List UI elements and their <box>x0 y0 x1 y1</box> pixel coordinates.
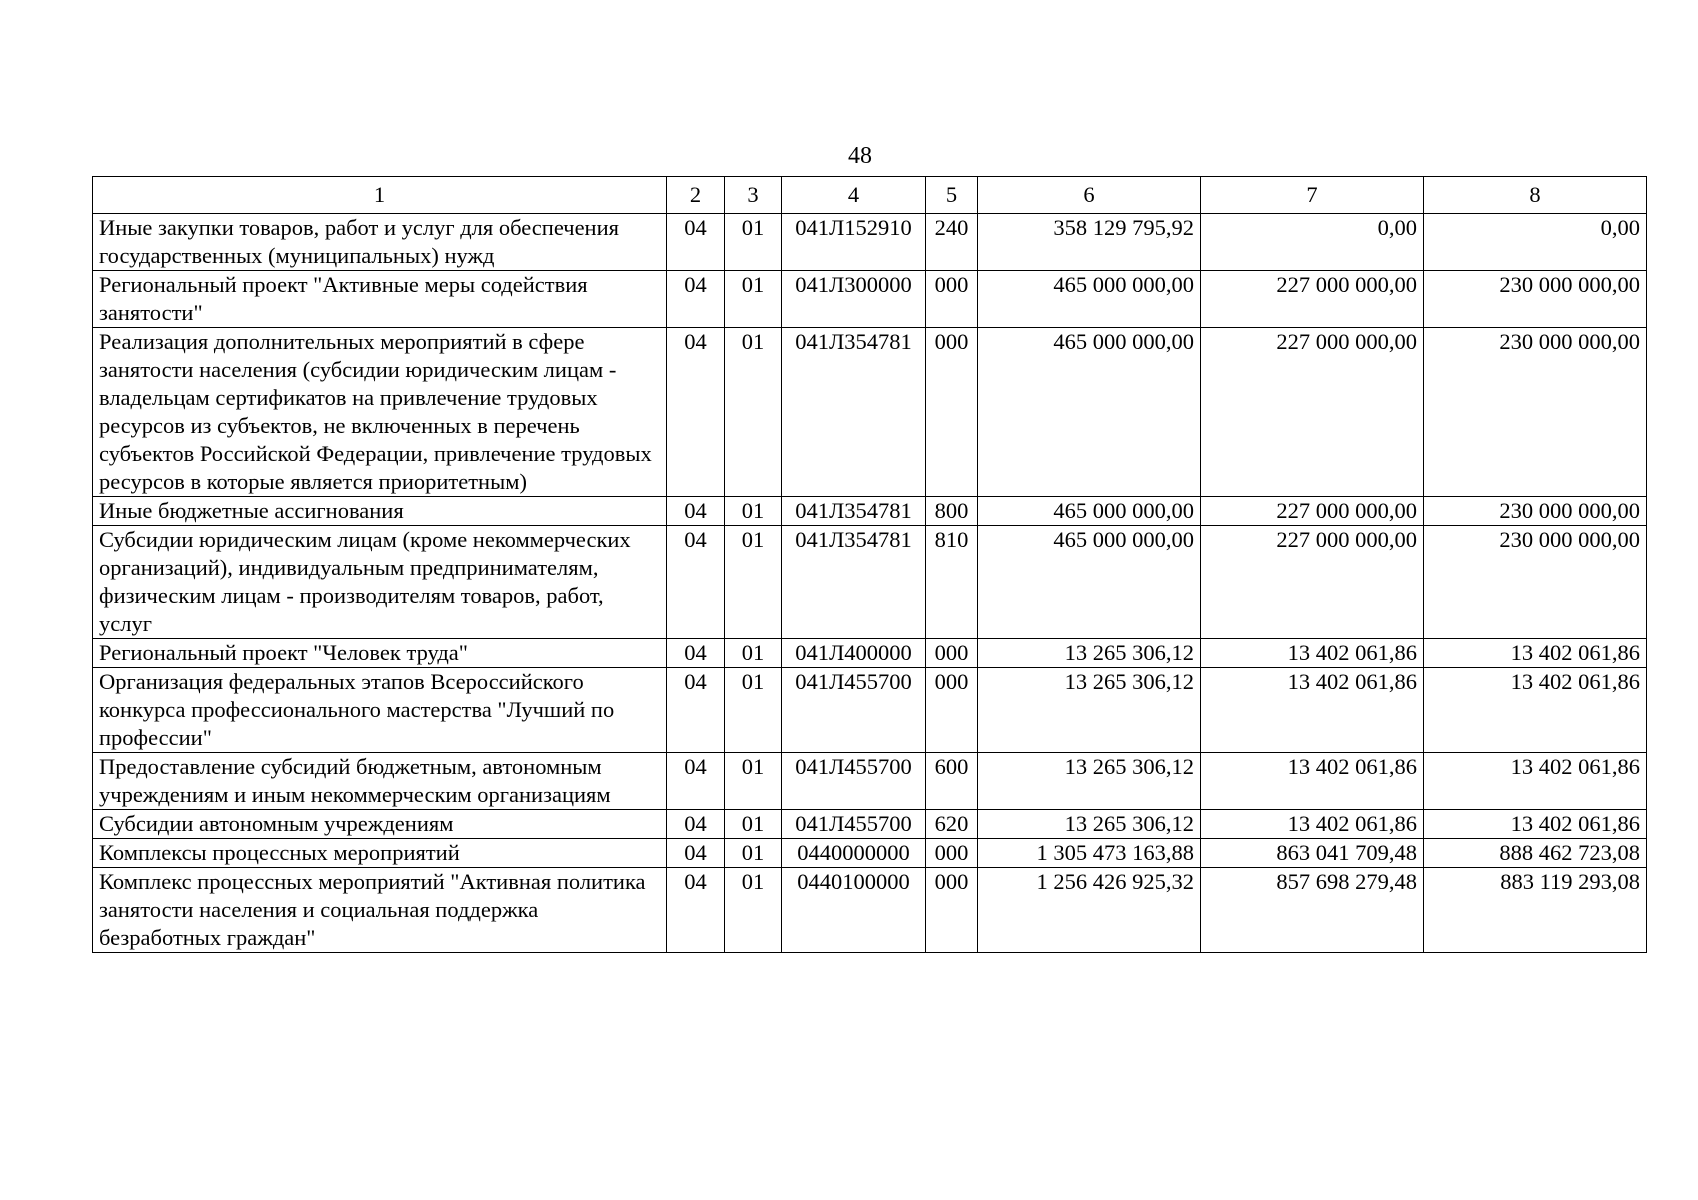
row-amount-8: 883 119 293,08 <box>1424 868 1647 953</box>
row-subsection: 01 <box>725 271 782 328</box>
row-name: Иные бюджетные ассигнования <box>93 497 667 526</box>
row-amount-6: 13 265 306,12 <box>978 639 1201 668</box>
row-amount-7: 227 000 000,00 <box>1201 526 1424 639</box>
header-col-8: 8 <box>1424 177 1647 214</box>
row-amount-6: 13 265 306,12 <box>978 668 1201 753</box>
row-amount-7: 13 402 061,86 <box>1201 668 1424 753</box>
row-subsection: 01 <box>725 497 782 526</box>
header-col-7: 7 <box>1201 177 1424 214</box>
row-amount-7: 13 402 061,86 <box>1201 810 1424 839</box>
header-col-5: 5 <box>926 177 978 214</box>
row-amount-7: 13 402 061,86 <box>1201 753 1424 810</box>
table-row <box>93 639 1647 668</box>
row-target-code: 041Л354781 <box>782 497 926 526</box>
row-target-code: 041Л354781 <box>782 328 926 497</box>
row-target-code: 0440100000 <box>782 868 926 953</box>
row-name: Комплексы процессных мероприятий <box>93 839 667 868</box>
row-section: 04 <box>667 497 725 526</box>
row-section: 04 <box>667 271 725 328</box>
row-expense-type: 000 <box>926 328 978 497</box>
row-target-code: 041Л300000 <box>782 271 926 328</box>
row-amount-8: 13 402 061,86 <box>1424 668 1647 753</box>
table-row <box>93 271 1647 328</box>
row-section: 04 <box>667 668 725 753</box>
row-name: Комплекс процессных мероприятий "Активная политика занятости населения и социальная поддержка безработных граждан" <box>93 868 667 953</box>
table-row <box>93 526 1647 639</box>
row-subsection: 01 <box>725 868 782 953</box>
row-target-code: 041Л400000 <box>782 639 926 668</box>
row-name: Организация федеральных этапов Всероссийского конкурса профессионального мастерства "Лучший по профессии" <box>93 668 667 753</box>
row-target-code: 041Л455700 <box>782 810 926 839</box>
header-col-6: 6 <box>978 177 1201 214</box>
header-col-3: 3 <box>725 177 782 214</box>
row-subsection: 01 <box>725 839 782 868</box>
row-amount-6: 465 000 000,00 <box>978 497 1201 526</box>
row-amount-8: 13 402 061,86 <box>1424 639 1647 668</box>
row-amount-8: 230 000 000,00 <box>1424 328 1647 497</box>
row-subsection: 01 <box>725 639 782 668</box>
table-row <box>93 868 1647 953</box>
row-amount-8: 13 402 061,86 <box>1424 810 1647 839</box>
row-target-code: 0440000000 <box>782 839 926 868</box>
row-name: Субсидии автономным учреждениям <box>93 810 667 839</box>
row-amount-7: 227 000 000,00 <box>1201 328 1424 497</box>
budget-table <box>92 176 1647 953</box>
row-amount-8: 230 000 000,00 <box>1424 497 1647 526</box>
row-section: 04 <box>667 328 725 497</box>
row-amount-7: 13 402 061,86 <box>1201 639 1424 668</box>
row-expense-type: 800 <box>926 497 978 526</box>
header-col-1: 1 <box>93 177 667 214</box>
table-row <box>93 753 1647 810</box>
row-section: 04 <box>667 839 725 868</box>
row-subsection: 01 <box>725 526 782 639</box>
row-expense-type: 000 <box>926 839 978 868</box>
row-name: Региональный проект "Человек труда" <box>93 639 667 668</box>
row-amount-6: 465 000 000,00 <box>978 526 1201 639</box>
row-amount-6: 13 265 306,12 <box>978 810 1201 839</box>
row-name: Предоставление субсидий бюджетным, автономным учреждениям и иным некоммерческим организациям <box>93 753 667 810</box>
row-amount-8: 13 402 061,86 <box>1424 753 1647 810</box>
row-section: 04 <box>667 639 725 668</box>
row-subsection: 01 <box>725 753 782 810</box>
table-row <box>93 328 1647 497</box>
row-expense-type: 000 <box>926 639 978 668</box>
row-expense-type: 600 <box>926 753 978 810</box>
row-name: Реализация дополнительных мероприятий в сфере занятости населения (субсидии юридическим лицам - владельцам сертификатов на привлечение трудовых ресурсов из субъектов, не включенных в перечень субъектов Российской Федерации, привлечение трудовых ресурсов в которые является приоритетным) <box>93 328 667 497</box>
table-row <box>93 810 1647 839</box>
row-expense-type: 620 <box>926 810 978 839</box>
row-amount-8: 0,00 <box>1424 214 1647 271</box>
row-expense-type: 000 <box>926 868 978 953</box>
row-section: 04 <box>667 526 725 639</box>
row-expense-type: 240 <box>926 214 978 271</box>
row-target-code: 041Л354781 <box>782 526 926 639</box>
row-amount-7: 0,00 <box>1201 214 1424 271</box>
header-col-4: 4 <box>782 177 926 214</box>
row-amount-7: 227 000 000,00 <box>1201 271 1424 328</box>
row-expense-type: 000 <box>926 668 978 753</box>
row-target-code: 041Л455700 <box>782 753 926 810</box>
row-amount-8: 230 000 000,00 <box>1424 526 1647 639</box>
row-amount-6: 1 256 426 925,32 <box>978 868 1201 953</box>
row-target-code: 041Л152910 <box>782 214 926 271</box>
header-row <box>93 177 1647 214</box>
row-target-code: 041Л455700 <box>782 668 926 753</box>
row-section: 04 <box>667 868 725 953</box>
table-row <box>93 214 1647 271</box>
row-amount-8: 230 000 000,00 <box>1424 271 1647 328</box>
row-amount-7: 857 698 279,48 <box>1201 868 1424 953</box>
row-subsection: 01 <box>725 668 782 753</box>
row-amount-8: 888 462 723,08 <box>1424 839 1647 868</box>
row-section: 04 <box>667 753 725 810</box>
table-row <box>93 839 1647 868</box>
row-amount-6: 465 000 000,00 <box>978 328 1201 497</box>
row-amount-6: 1 305 473 163,88 <box>978 839 1201 868</box>
header-col-2: 2 <box>667 177 725 214</box>
table-row <box>93 497 1647 526</box>
row-section: 04 <box>667 214 725 271</box>
row-amount-6: 358 129 795,92 <box>978 214 1201 271</box>
row-section: 04 <box>667 810 725 839</box>
page-number: 48 <box>848 143 872 169</box>
table-row <box>93 668 1647 753</box>
row-amount-7: 227 000 000,00 <box>1201 497 1424 526</box>
row-amount-6: 13 265 306,12 <box>978 753 1201 810</box>
row-name: Иные закупки товаров, работ и услуг для обеспечения государственных (муниципальных) нужд <box>93 214 667 271</box>
row-name: Региональный проект "Активные меры содействия занятости" <box>93 271 667 328</box>
row-expense-type: 000 <box>926 271 978 328</box>
row-name: Субсидии юридическим лицам (кроме некоммерческих организаций), индивидуальным предпринимателям, физическим лицам - производителям товаров, работ, услуг <box>93 526 667 639</box>
row-subsection: 01 <box>725 810 782 839</box>
row-expense-type: 810 <box>926 526 978 639</box>
row-subsection: 01 <box>725 328 782 497</box>
row-subsection: 01 <box>725 214 782 271</box>
row-amount-7: 863 041 709,48 <box>1201 839 1424 868</box>
row-amount-6: 465 000 000,00 <box>978 271 1201 328</box>
